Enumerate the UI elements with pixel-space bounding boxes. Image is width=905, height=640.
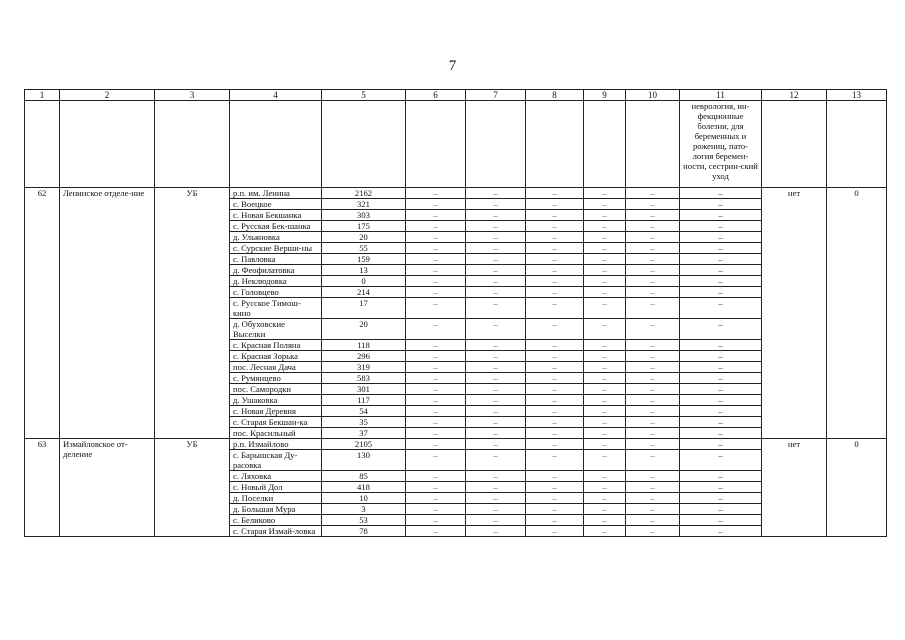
settlement-cell: д. Феофилатовка — [230, 265, 322, 276]
value-cell: – — [406, 373, 466, 384]
value-cell: – — [406, 515, 466, 526]
column-number: 3 — [155, 90, 230, 101]
value-cell: – — [584, 254, 626, 265]
value-cell: – — [466, 254, 526, 265]
value-cell: – — [526, 450, 584, 471]
value-cell: – — [526, 340, 584, 351]
population-cell: 0 — [322, 276, 406, 287]
value-cell: – — [526, 362, 584, 373]
value-cell: – — [526, 493, 584, 504]
value-cell: – — [526, 406, 584, 417]
value-cell: – — [626, 188, 680, 199]
count-cell: 0 — [827, 439, 887, 537]
settlement-cell: д. Обуховские Выселки — [230, 319, 322, 340]
value-cell: – — [584, 515, 626, 526]
value-cell: – — [680, 276, 762, 287]
value-cell: – — [680, 417, 762, 428]
value-cell: – — [526, 243, 584, 254]
value-cell: – — [680, 384, 762, 395]
value-cell: – — [526, 188, 584, 199]
value-cell: – — [406, 210, 466, 221]
value-cell: – — [584, 287, 626, 298]
value-cell: – — [466, 428, 526, 439]
population-cell: 175 — [322, 221, 406, 232]
column-number: 7 — [466, 90, 526, 101]
department-cell: Измайловское от-деление — [60, 439, 155, 537]
settlement-cell: с. Головцево — [230, 287, 322, 298]
settlement-cell: с. Сурские Верши-ны — [230, 243, 322, 254]
value-cell: – — [466, 276, 526, 287]
cell — [322, 101, 406, 188]
value-cell: – — [584, 373, 626, 384]
value-cell: – — [680, 340, 762, 351]
value-cell: – — [466, 515, 526, 526]
population-cell: 85 — [322, 471, 406, 482]
population-cell: 2162 — [322, 188, 406, 199]
value-cell: – — [584, 199, 626, 210]
cell — [25, 101, 60, 188]
value-cell: – — [406, 265, 466, 276]
value-cell: – — [584, 362, 626, 373]
value-cell: – — [406, 504, 466, 515]
value-cell: – — [626, 395, 680, 406]
population-cell: 10 — [322, 493, 406, 504]
value-cell: – — [466, 188, 526, 199]
value-cell: – — [466, 482, 526, 493]
value-cell: – — [406, 384, 466, 395]
value-cell: – — [584, 450, 626, 471]
availability-cell: нет — [762, 188, 827, 439]
value-cell: – — [584, 265, 626, 276]
value-cell: – — [466, 351, 526, 362]
row-number-cell: 63 — [25, 439, 60, 537]
value-cell: – — [626, 439, 680, 450]
value-cell: – — [626, 243, 680, 254]
value-cell: – — [406, 319, 466, 340]
value-cell: – — [526, 482, 584, 493]
population-cell: 54 — [322, 406, 406, 417]
value-cell: – — [526, 428, 584, 439]
value-cell: – — [626, 232, 680, 243]
value-cell: – — [680, 395, 762, 406]
value-cell: – — [584, 493, 626, 504]
value-cell: – — [466, 243, 526, 254]
value-cell: – — [626, 340, 680, 351]
population-cell: 418 — [322, 482, 406, 493]
cell — [466, 101, 526, 188]
value-cell: – — [626, 482, 680, 493]
column-number: 11 — [680, 90, 762, 101]
value-cell: – — [466, 319, 526, 340]
value-cell: – — [584, 526, 626, 537]
settlement-cell: р.п. Измайлово — [230, 439, 322, 450]
value-cell: – — [526, 471, 584, 482]
value-cell: – — [406, 276, 466, 287]
settlement-cell: д. Неклюдовка — [230, 276, 322, 287]
value-cell: – — [584, 221, 626, 232]
value-cell: – — [680, 373, 762, 384]
value-cell: – — [526, 276, 584, 287]
value-cell: – — [406, 188, 466, 199]
value-cell: – — [584, 188, 626, 199]
value-cell: – — [406, 417, 466, 428]
value-cell: – — [626, 287, 680, 298]
value-cell: – — [466, 298, 526, 319]
value-cell: – — [466, 417, 526, 428]
value-cell: – — [680, 254, 762, 265]
value-cell: – — [526, 319, 584, 340]
value-cell: – — [680, 351, 762, 362]
department-cell: Ленинское отделе-ние — [60, 188, 155, 439]
value-cell: – — [466, 471, 526, 482]
column-number-row — [25, 90, 887, 101]
value-cell: – — [680, 287, 762, 298]
value-cell: – — [584, 504, 626, 515]
value-cell: – — [584, 439, 626, 450]
value-cell: – — [406, 221, 466, 232]
cell — [762, 101, 827, 188]
value-cell: – — [406, 351, 466, 362]
cell — [230, 101, 322, 188]
value-cell: – — [626, 384, 680, 395]
value-cell: – — [680, 515, 762, 526]
value-cell: – — [680, 406, 762, 417]
value-cell: – — [526, 232, 584, 243]
value-cell: – — [626, 265, 680, 276]
settlement-cell: д. Поселки — [230, 493, 322, 504]
column-number: 9 — [584, 90, 626, 101]
value-cell: – — [406, 493, 466, 504]
value-cell: – — [626, 417, 680, 428]
population-cell: 159 — [322, 254, 406, 265]
population-cell: 303 — [322, 210, 406, 221]
value-cell: – — [406, 287, 466, 298]
care-profile-cell: неврология, ин-фекционные болезни, для беременных и рожениц, пато-логия беремен-ности, сестрин-ский уход — [680, 101, 762, 188]
cell — [406, 101, 466, 188]
value-cell: – — [584, 351, 626, 362]
value-cell: – — [526, 199, 584, 210]
value-cell: – — [526, 526, 584, 537]
value-cell: – — [584, 417, 626, 428]
value-cell: – — [406, 362, 466, 373]
population-cell: 301 — [322, 384, 406, 395]
value-cell: – — [526, 298, 584, 319]
value-cell: – — [526, 373, 584, 384]
settlement-cell: с. Новая Деревня — [230, 406, 322, 417]
value-cell: – — [680, 210, 762, 221]
value-cell: – — [626, 199, 680, 210]
settlement-cell: с. Беликово — [230, 515, 322, 526]
column-number: 2 — [60, 90, 155, 101]
population-cell: 20 — [322, 319, 406, 340]
value-cell: – — [466, 493, 526, 504]
cell — [626, 101, 680, 188]
value-cell: – — [584, 384, 626, 395]
settlement-cell: с. Павловка — [230, 254, 322, 265]
value-cell: – — [584, 232, 626, 243]
value-cell: – — [626, 526, 680, 537]
value-cell: – — [466, 395, 526, 406]
value-cell: – — [584, 210, 626, 221]
value-cell: – — [680, 493, 762, 504]
population-cell: 118 — [322, 340, 406, 351]
column-number: 13 — [827, 90, 887, 101]
settlement-cell: д. Ульяновка — [230, 232, 322, 243]
value-cell: – — [526, 515, 584, 526]
value-cell: – — [466, 504, 526, 515]
value-cell: – — [466, 406, 526, 417]
value-cell: – — [680, 243, 762, 254]
value-cell: – — [584, 482, 626, 493]
population-cell: 319 — [322, 362, 406, 373]
value-cell: – — [406, 232, 466, 243]
settlement-cell: пос. Красильный — [230, 428, 322, 439]
value-cell: – — [466, 221, 526, 232]
row-number-cell: 62 — [25, 188, 60, 439]
settlement-cell: с. Ляховка — [230, 471, 322, 482]
population-cell: 321 — [322, 199, 406, 210]
settlement-cell: с. Красная Поляна — [230, 340, 322, 351]
value-cell: – — [680, 298, 762, 319]
value-cell: – — [680, 232, 762, 243]
settlement-cell: с. Румянцево — [230, 373, 322, 384]
value-cell: – — [406, 428, 466, 439]
value-cell: – — [406, 482, 466, 493]
value-cell: – — [526, 210, 584, 221]
value-cell: – — [680, 265, 762, 276]
value-cell: – — [466, 199, 526, 210]
settlement-cell: д. Большая Мура — [230, 504, 322, 515]
value-cell: – — [584, 406, 626, 417]
population-cell: 214 — [322, 287, 406, 298]
settlements-table — [24, 89, 887, 537]
value-cell: – — [526, 417, 584, 428]
value-cell: – — [626, 504, 680, 515]
population-cell: 117 — [322, 395, 406, 406]
value-cell: – — [466, 384, 526, 395]
value-cell: – — [526, 395, 584, 406]
column-number: 8 — [526, 90, 584, 101]
population-cell: 55 — [322, 243, 406, 254]
cell — [584, 101, 626, 188]
value-cell: – — [406, 526, 466, 537]
value-cell: – — [626, 373, 680, 384]
value-cell: – — [680, 450, 762, 471]
value-cell: – — [406, 243, 466, 254]
population-cell: 2105 — [322, 439, 406, 450]
value-cell: – — [584, 298, 626, 319]
value-cell: – — [680, 439, 762, 450]
value-cell: – — [584, 395, 626, 406]
value-cell: – — [526, 221, 584, 232]
population-cell: 20 — [322, 232, 406, 243]
value-cell: – — [680, 471, 762, 482]
value-cell: – — [406, 450, 466, 471]
value-cell: – — [680, 221, 762, 232]
cell — [60, 101, 155, 188]
value-cell: – — [406, 254, 466, 265]
settlement-cell: с. Старая Измай-ловка — [230, 526, 322, 537]
page-number: 7 — [448, 58, 457, 74]
settlement-cell: пос. Самородки — [230, 384, 322, 395]
settlement-cell: с. Русское Тимош-кино — [230, 298, 322, 319]
value-cell: – — [626, 254, 680, 265]
population-cell: 53 — [322, 515, 406, 526]
value-cell: – — [626, 221, 680, 232]
population-cell: 78 — [322, 526, 406, 537]
value-cell: – — [680, 428, 762, 439]
settlement-cell: с. Новая Бекшанка — [230, 210, 322, 221]
value-cell: – — [626, 406, 680, 417]
value-cell: – — [406, 471, 466, 482]
table-row — [25, 188, 887, 199]
value-cell: – — [406, 340, 466, 351]
population-cell: 13 — [322, 265, 406, 276]
value-cell: – — [680, 482, 762, 493]
value-cell: – — [626, 276, 680, 287]
population-cell: 583 — [322, 373, 406, 384]
value-cell: – — [466, 439, 526, 450]
value-cell: – — [466, 210, 526, 221]
column-number: 1 — [25, 90, 60, 101]
value-cell: – — [626, 428, 680, 439]
settlement-cell: пос. Лесная Дача — [230, 362, 322, 373]
cell — [526, 101, 584, 188]
value-cell: – — [584, 340, 626, 351]
settlement-cell: с. Барышская Ду-расовка — [230, 450, 322, 471]
value-cell: – — [466, 287, 526, 298]
value-cell: – — [626, 362, 680, 373]
cell — [827, 101, 887, 188]
value-cell: – — [466, 232, 526, 243]
population-cell: 3 — [322, 504, 406, 515]
value-cell: – — [680, 526, 762, 537]
settlement-cell: с. Русская Бек-шанка — [230, 221, 322, 232]
settlement-cell: с. Старая Бекшан-ка — [230, 417, 322, 428]
value-cell: – — [680, 319, 762, 340]
value-cell: – — [626, 471, 680, 482]
value-cell: – — [626, 450, 680, 471]
value-cell: – — [680, 199, 762, 210]
value-cell: – — [626, 351, 680, 362]
value-cell: – — [626, 493, 680, 504]
value-cell: – — [584, 428, 626, 439]
table-body — [25, 90, 887, 537]
settlement-cell: с. Красная Зорька — [230, 351, 322, 362]
column-number: 12 — [762, 90, 827, 101]
value-cell: – — [406, 395, 466, 406]
value-cell: – — [526, 384, 584, 395]
population-cell: 37 — [322, 428, 406, 439]
value-cell: – — [466, 526, 526, 537]
value-cell: – — [466, 340, 526, 351]
type-cell: УБ — [155, 188, 230, 439]
value-cell: – — [680, 188, 762, 199]
table-row — [25, 439, 887, 450]
value-cell: – — [626, 210, 680, 221]
population-cell: 130 — [322, 450, 406, 471]
settlement-cell: с. Новый Дол — [230, 482, 322, 493]
value-cell: – — [406, 298, 466, 319]
settlement-cell: р.п. им. Ленина — [230, 188, 322, 199]
value-cell: – — [526, 504, 584, 515]
count-cell: 0 — [827, 188, 887, 439]
value-cell: – — [584, 243, 626, 254]
settlement-cell: д. Ушаковка — [230, 395, 322, 406]
column-number: 5 — [322, 90, 406, 101]
value-cell: – — [406, 439, 466, 450]
population-cell: 296 — [322, 351, 406, 362]
column-number: 6 — [406, 90, 466, 101]
value-cell: – — [466, 362, 526, 373]
value-cell: – — [680, 362, 762, 373]
value-cell: – — [526, 254, 584, 265]
cell — [155, 101, 230, 188]
column-number: 4 — [230, 90, 322, 101]
value-cell: – — [466, 373, 526, 384]
availability-cell: нет — [762, 439, 827, 537]
value-cell: – — [626, 319, 680, 340]
continuation-row — [25, 101, 887, 188]
value-cell: – — [584, 471, 626, 482]
settlement-cell: с. Воецкое — [230, 199, 322, 210]
value-cell: – — [406, 199, 466, 210]
column-number: 10 — [626, 90, 680, 101]
value-cell: – — [466, 265, 526, 276]
value-cell: – — [584, 276, 626, 287]
value-cell: – — [526, 351, 584, 362]
value-cell: – — [406, 406, 466, 417]
value-cell: – — [680, 504, 762, 515]
value-cell: – — [526, 265, 584, 276]
value-cell: – — [584, 319, 626, 340]
value-cell: – — [626, 298, 680, 319]
value-cell: – — [626, 515, 680, 526]
type-cell: УБ — [155, 439, 230, 537]
value-cell: – — [526, 439, 584, 450]
population-cell: 35 — [322, 417, 406, 428]
population-cell: 17 — [322, 298, 406, 319]
value-cell: – — [466, 450, 526, 471]
value-cell: – — [526, 287, 584, 298]
